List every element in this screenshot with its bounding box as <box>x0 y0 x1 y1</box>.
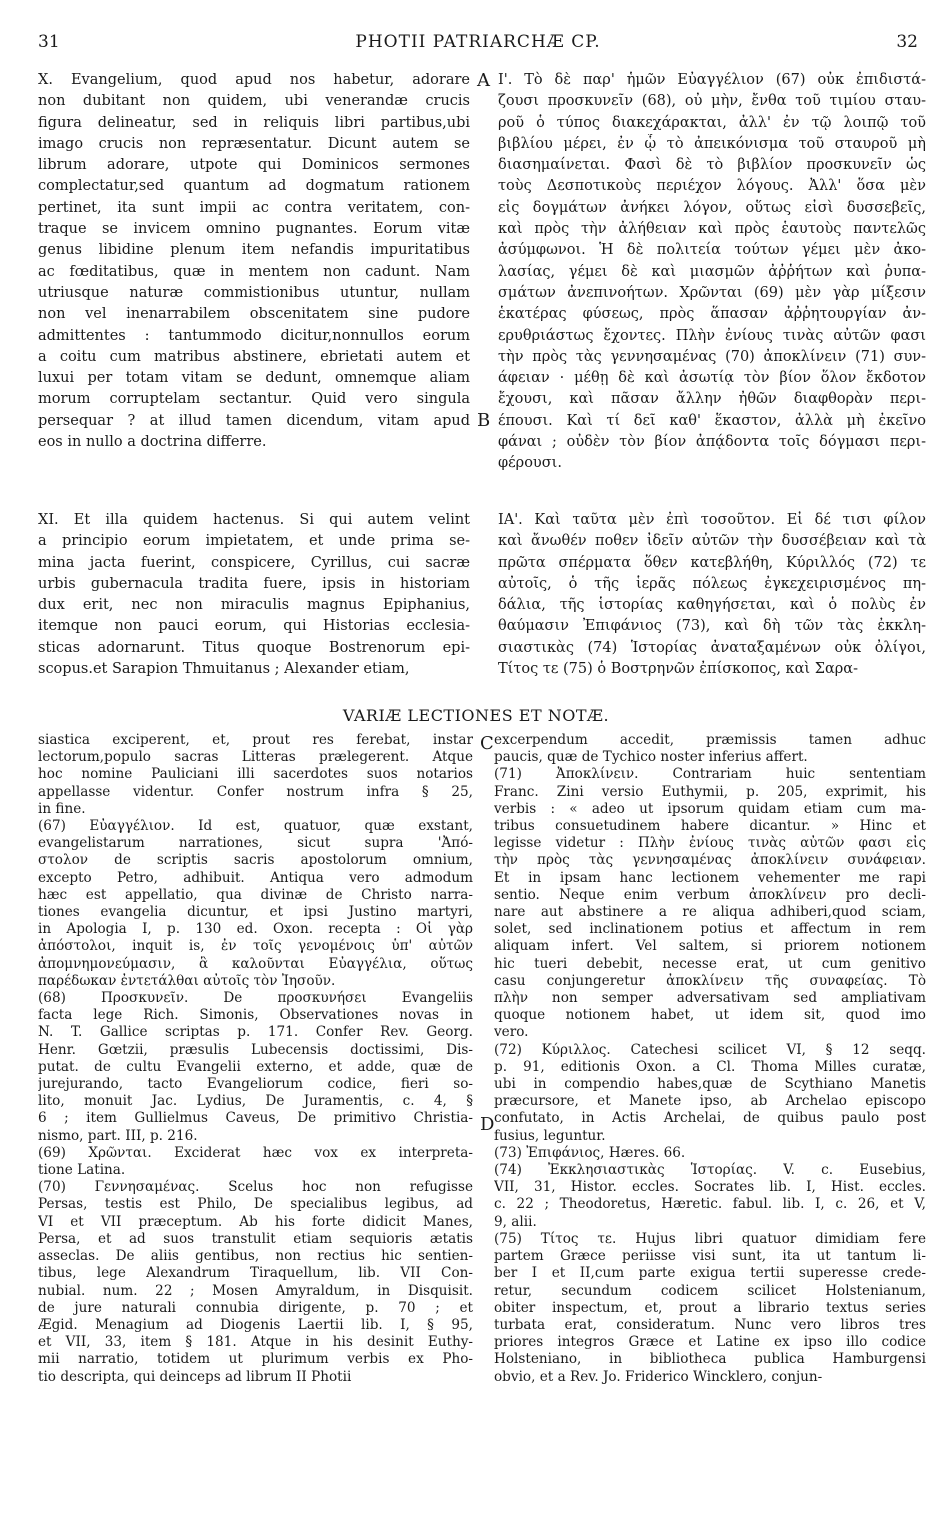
text-line: ubi in compendio habes,quæ de Scythiano Manetis <box>494 1076 926 1093</box>
text-line: sentio. Neque enim verbum ἀποκλίνειν pro decli- <box>494 886 926 903</box>
page-header <box>38 32 918 56</box>
text-line: appellasse videntur. Confer nostrum infra § 25, <box>38 783 473 800</box>
text-line: fusius, leguntur. <box>494 1127 606 1144</box>
text-line: casu conjungeretur ἀποκλίνειν τῆς συναφείας. Τὸ <box>494 972 926 989</box>
text-line: traque se invicem omnino pugnantes. Eorum vitæ <box>38 221 470 238</box>
text-line: (72) Κύριλλος. Catechesi scilicet VI, § 12 seqq. <box>494 1041 926 1058</box>
notes-right-column <box>494 732 926 1386</box>
text-line: Holsteniano, in bibliotheca publica Hamburgensi <box>494 1351 926 1368</box>
margin-marker-b: B <box>477 410 491 431</box>
running-title: PHOTII PATRIARCHÆ CP. <box>355 32 601 52</box>
text-line: obiter inspectum, et, prout a librario textus series <box>494 1299 926 1316</box>
text-line: XI. Et illa quidem hactenus. Si qui autem velint <box>38 512 470 528</box>
text-line: urbis gubernacula tradita fuere, ipsis in historiam <box>38 575 470 592</box>
text-line: τοὺς Δεσποτικοὺς περιέχον λόγους. Ἀλλ' ὅσα μὲν <box>498 178 926 195</box>
text-line: ἀπομνημονεύμασιν, ἃ καλοῦνται Εὐαγγέλια, οὕτως <box>38 955 473 972</box>
text-line: (68) Προσκυνεῖν. De προσκυνήσει Evangeliis <box>38 990 473 1007</box>
text-line: in fine. <box>38 800 86 817</box>
text-line: Franc. Zini versio Euthymii, p. 205, exprimit, his <box>494 783 926 800</box>
text-line: tio descripta, qui deinceps ad librum II Photii <box>38 1368 352 1385</box>
text-line: c. 22 ; Theodoretus, Hæretic. fabul. lib. I, c. 26, et V, <box>494 1196 926 1213</box>
text-line: priores integros Græce et Latine ex ipso illo codice <box>494 1334 926 1351</box>
text-line: καὶ πρὸς τὴν ἀλήθειαν καὶ πρὸς ἑαυτοὺς παντελῶς <box>498 221 926 238</box>
text-line: X. Evangelium, quod apud nos habetur, adorare <box>38 72 470 88</box>
text-line: genus libidine plenum item nefandis impuritatibus <box>38 242 470 259</box>
text-line: præcursore, et Manete ipso, ab Archelao episcopo <box>494 1093 926 1110</box>
text-line: excerpendum accedit, præmissis tamen adhuc <box>494 732 926 748</box>
text-line: putat. de cultu Evangelii externo, et adde, quæ de <box>38 1058 473 1075</box>
text-line: quoque notionem habet, ut idem sit, quod imo <box>494 1007 926 1024</box>
text-line: nismo, part. III, p. 216. <box>38 1127 198 1144</box>
text-line: τὴν πρὸς τὰς γεννησαμένας ἀποκλίνειν συνάφειαν. <box>494 852 926 869</box>
text-line: τὴν πρὸς τὰς γεννησαμένας (70) ἀποκλίνειν (71) συν- <box>498 348 926 365</box>
text-line: εἰς δογμάτων ἀνήκει λόγον, οὕτως εἰσὶ δυσσεβεῖς, <box>498 199 926 216</box>
text-line: ερυθριάστως ἔχοντες. Πλὴν ἐνίους τινὰς αὐτῶν φασι <box>498 327 926 344</box>
text-line: hoc nomine Pauliciani illi sacerdotes suos notarios <box>38 766 473 783</box>
text-line: itemque non pauci eorum, qui Historias ecclesia- <box>38 618 470 635</box>
text-line: retur, secundum codicem scilicet Holstenianum, <box>494 1282 926 1299</box>
text-line: ἀπόστολοι, inquit is, ἐν τοῖς γενομένοις ὑπ' αὐτῶν <box>38 938 473 955</box>
text-line: scopus.et Sarapion Thmuitanus ; Alexander etiam, <box>38 661 410 678</box>
text-line: ζουσι προσκυνεῖν (68), οὐ μὴν, ἔνθα τοῦ τιμίου σταυ- <box>498 93 926 110</box>
notes-heading: VARIÆ LECTIONES ET NOTÆ. <box>342 706 610 725</box>
text-line: in Apologia I, p. 130 ed. Oxon. recepta : Οἱ γὰρ <box>38 921 473 938</box>
text-line: librum adorare, utpote qui Dominicos sermones <box>38 157 470 174</box>
text-line: admittentes : tantummodo dicitur,nonnullos eorum <box>38 327 470 344</box>
text-line: ἀσύμφωνοι. Ἡ δὲ πολιτεία τούτων γέμει μὲν ἀκο- <box>498 242 926 259</box>
text-line: VII, 31, Histor. eccles. Socrates lib. I, Hist. eccles. <box>494 1179 926 1196</box>
notes-left-column <box>38 732 473 1386</box>
text-line: Τίτος τε (75) ὁ Βοστρηνῶν ἐπίσκοπος, καὶ Σαρα- <box>498 661 858 678</box>
text-line: tribus consuetudinem habere dicantur. » Hinc et <box>494 818 926 835</box>
text-line: hic tueri debebit, necesse erat, ut cum genitivo <box>494 955 926 972</box>
text-line: evangelistarum narrationes, sicut supra 'Ἀπό- <box>38 835 473 852</box>
text-line: (73) Ἐπιφάνιος, Hæres. 66. <box>494 1144 686 1161</box>
text-line: tione Latina. <box>38 1162 126 1179</box>
text-line: ΙΑ'. Καὶ ταῦτα μὲν ἐπὶ τοσοῦτον. Εἰ δέ τισι φίλον <box>498 512 926 528</box>
text-line: mii narratio, totidem ut plurimum verbis ex Pho- <box>38 1351 473 1368</box>
text-line: facta lege Rich. Simonis, Observationes novas in <box>38 1007 473 1024</box>
text-line: Ι'. Τὸ δὲ παρ' ἡμῶν Εὐαγγέλιον (67) οὐκ ἐπιδιστά- <box>498 72 926 88</box>
text-line: morum corruptelam sectantur. Quid vero singula <box>38 391 470 408</box>
text-line: δάλια, τῆς ἱστορίας καθηγήσεται, καὶ ὁ πολὺς ἐν <box>498 597 926 614</box>
text-line: πρῶτα σπέρματα ὅθεν κατεβλήθη, Κύριλλός (72) τε <box>498 554 926 571</box>
text-line: jurejurando, tacto Evangeliorum codice, fieri so- <box>38 1076 473 1093</box>
text-line: tibus, lege Alexandrum Tiraquellum, lib. VII Con- <box>38 1265 473 1282</box>
margin-marker-a: A <box>477 70 490 91</box>
text-line: N. T. Gallice scriptas p. 171. Confer Rev. Georg. <box>38 1024 473 1041</box>
text-line: φάναι ; οὐδὲν τὸν βίον ἀπᾴδοντα τοῖς δόγμασι περι- <box>498 434 926 451</box>
text-line: turbata erat, consideratum. Nunc vero libros tres <box>494 1316 926 1333</box>
text-line: legisse videtur : Πλὴν ἐνίους τινὰς αὐτῶν φασι εἰς <box>494 835 926 852</box>
text-line: (74) Ἐκκλησιαστικὰς Ἱστορίας. V. c. Eusebius, <box>494 1162 926 1179</box>
text-line: partem Græce periisse visi sunt, ita ut tantum li- <box>494 1248 926 1265</box>
text-line: ἔχουσι, καὶ πᾶσαν ἄλλην ἠθῶν διαφθορὰν περι- <box>498 391 926 408</box>
text-line: excepto Petro, adhibuit. Antiqua vero admodum <box>38 869 473 886</box>
text-line: φέρουσι. <box>498 455 562 472</box>
text-line: obvio, et a Rev. Jo. Friderico Wincklero, conjun- <box>494 1368 823 1385</box>
section-x-greek <box>498 70 926 475</box>
text-line: ροῦ ὁ τύπος διακεχάρακται, ἀλλ' ἐν τῷ λοιπῷ τοῦ <box>498 114 926 131</box>
text-line: καὶ ἄνωθέν ποθεν ἰδεῖν αὐτῶν τὴν δυσσέβειαν καὶ τὰ <box>498 533 926 550</box>
page-number-right: 32 <box>896 32 918 52</box>
text-line: mina jacta fuerint, conspicere, Cyrillus, cui sacræ <box>38 554 470 571</box>
text-line: paucis, quæ de Tychico noster inferius affert. <box>494 749 808 766</box>
text-line: lectorum,populo sacras Litteras prælegerent. Atque <box>38 749 473 766</box>
text-line: verbis : « adeo ut ipsorum quidam etiam cum ma- <box>494 800 926 817</box>
text-line: confutato, in Actis Archelai, de quibus paulo post <box>494 1110 926 1127</box>
text-line: aliquam infert. Vel saltem, si priorem notionem <box>494 938 926 955</box>
text-line: lito, monuit Jac. Lydius, De Juramentis, c. 4, § <box>38 1093 473 1110</box>
text-line: persequar ? at illud tamen dicendum, vitam apud <box>38 412 470 429</box>
text-line: 6 ; item Gullielmus Caveus, De primitivo Christia- <box>38 1110 473 1127</box>
text-line: (69) Χρῶνται. Exciderat hæc vox ex interpreta- <box>38 1144 473 1161</box>
text-line: 9, alii. <box>494 1213 537 1230</box>
text-line: πλὴν non semper adversativam sed ampliativam <box>494 990 926 1007</box>
text-line: hæc est appellatio, qua divinæ de Christo narra- <box>38 886 473 903</box>
text-line: vero. <box>494 1024 529 1041</box>
text-line: et VII, 33, item § 181. Atque in his desinit Euthy- <box>38 1334 473 1351</box>
section-xi-latin <box>38 510 470 680</box>
text-line: VI et VII præceptum. Ab his forte didicit Manes, <box>38 1213 473 1230</box>
text-line: σιαστικὰς (74) Ἱστορίας ἀναταξαμένων οὐκ ὀλίγοι, <box>498 639 926 656</box>
text-line: σμάτων ἀνεπινοήτων. Χρῶνται (69) μὲν γὰρ μίξεσιν <box>498 284 926 301</box>
text-line: nare aut abstinere a re aliqua adhiberi,quod sciam, <box>494 904 926 921</box>
text-line: figura delineatur, sed in reliquis libri partibus,ubi <box>38 114 470 131</box>
text-line: (71) Ἀποκλίνειν. Contrariam huic sententiam <box>494 766 926 783</box>
text-line: a principio eorum impietatem, et unde prima se- <box>38 533 470 550</box>
text-line: siastica exciperent, et, prout res ferebat, instar <box>38 732 473 748</box>
text-line: non dubitant non quidem, ubi venerandæ crucis <box>38 93 470 110</box>
text-line: utriusque naturæ commistionibus utuntur, nullam <box>38 284 470 301</box>
text-line: complectatur,sed quantum ad dogmatum rationem <box>38 178 470 195</box>
text-line: tiones evangelia dicuntur, et ipsi Justino martyri, <box>38 904 473 921</box>
text-line: non vel inenarrabilem obscenitatem sine pudore <box>38 306 470 323</box>
text-line: sticas adornarunt. Titus quoque Bostrenorum epi- <box>38 639 470 656</box>
text-line: nubial. num. 22 ; Mosen Amyraldum, in Disquisit. <box>38 1282 473 1299</box>
text-line: αὐτοῖς, ὁ τῆς ἱερᾶς πόλεως ἐγκεχειρισμένος πη- <box>498 575 926 592</box>
text-line: έπουσι. Καὶ τί δεῖ καθ' ἕκαστον, ἀλλὰ μὴ ἐκεῖνο <box>498 412 926 429</box>
text-line: imago crucis non repræsentatur. Dicunt autem se <box>38 135 470 152</box>
text-line: Persas, testis est Philo, De specialibus legibus, ad <box>38 1196 473 1213</box>
text-line: (70) Γεννησαμένας. Scelus hoc non refugisse <box>38 1179 473 1196</box>
text-line: luxui per totam vitam se dedunt, omnemque aliam <box>38 370 470 387</box>
text-line: λασίας, γέμει δὲ καὶ μιασμῶν ἀῤῥήτων καὶ ῥυπα- <box>498 263 926 280</box>
text-line: Ægid. Menagium ad Diogenis Laertii lib. I, § 95, <box>38 1316 473 1333</box>
text-line: στολον de scriptis sacris apostolorum omnium, <box>38 852 473 869</box>
page-number-left: 31 <box>38 32 60 52</box>
text-line: Persa, et ad suos transtulit etiam sequioris ætatis <box>38 1230 473 1247</box>
text-line: p. 91, editionis Oxon. a Cl. Thoma Milles curatæ, <box>494 1058 926 1075</box>
text-line: ἑκατέρας φύσεως, πρὸς ἅπασαν ἀῤῥητουργίαν ἀν- <box>498 306 926 323</box>
text-line: ber I et II,cum parte exigua tertii superesse crede- <box>494 1265 926 1282</box>
text-line: (67) Εὐαγγέλιον. Id est, quatuor, quæ exstant, <box>38 818 473 835</box>
text-line: βιβλίου μέρει, ἐν ᾧ τὸ ἀπεικόνισμα τοῦ σταυροῦ μὴ <box>498 135 926 152</box>
text-line: Henr. Gœtzii, præsulis Lubecensis doctissimi, Dis- <box>38 1041 473 1058</box>
text-line: ac fœditatibus, quæ in mentem non cadunt. Nam <box>38 263 470 280</box>
text-line: dux erit, nec non miraculis magnus Epiphanius, <box>38 597 470 614</box>
margin-marker-c: C <box>480 733 494 754</box>
text-line: asseclas. De aliis gentibus, non rectius hic sentien- <box>38 1248 473 1265</box>
text-line: θαύμασιν Ἐπιφάνιος (73), καὶ δὴ τῶν τὰς ἐκκλη- <box>498 618 926 635</box>
text-line: διασημαίνεται. Φασὶ δὲ τὸ βιβλίον προσκυνεῖν ὡς <box>498 157 926 174</box>
text-line: a coitu cum matribus abstinere, ebrietati autem et <box>38 348 470 365</box>
text-line: pertinet, ita sunt impii ac contra veritatem, con- <box>38 199 470 216</box>
text-line: de jure naturali connubia dirigente, p. 70 ; et <box>38 1299 473 1316</box>
text-line: άφειαν · μέθῃ δὲ καὶ ἀσωτίᾳ τὸν βίον ὅλον ἔκδοτον <box>498 370 926 387</box>
section-xi-greek <box>498 510 926 680</box>
text-line: eos in nullo a doctrina differre. <box>38 434 267 451</box>
text-line: Et in ipsam hanc lectionem vehementer me rapi <box>494 869 926 886</box>
text-line: παρέδωκαν ἐντετάλθαι αὐτοῖς τὸν Ἰησοῦν. <box>38 972 336 989</box>
text-line: (75) Τίτος τε. Hujus libri quatuor dimidiam fere <box>494 1230 926 1247</box>
text-line: solet, sed inclinationem potius et affectum in rem <box>494 921 926 938</box>
section-x-latin <box>38 70 470 453</box>
margin-marker-d: D <box>480 1114 495 1135</box>
